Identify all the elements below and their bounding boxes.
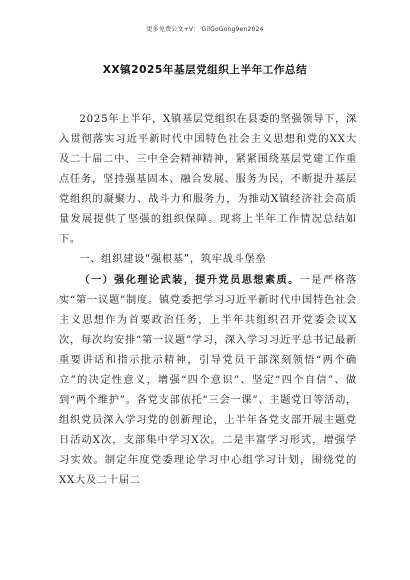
section-heading: 一、组织建设“强根基”，筑牢战斗堡垒 xyxy=(79,254,267,265)
document-title: XX镇2025年基层党组织上半年工作总结 xyxy=(102,64,308,76)
subsection-heading: （一）强化理论武装，提升党员思想素质。 xyxy=(79,274,300,286)
promo-note: 更多免费公文+V： GilGoGong9en2024 xyxy=(146,26,264,33)
document-body xyxy=(59,110,357,491)
intro-paragraph: 2025年上半年，X镇基层党组织在县委的坚强领导下，深入贯彻落实习近平新时代中国特色社会主义思想和党的XX大及二十届二中、三中全会精神精神，紧紧围绕基层党建工作重点任务，坚持强基固本、融合发展、服务为民，不断提升基层党组织的凝聚力、战斗力和服务力，为推动X镇经济社会高质量发展提供了坚强的组织保障。现将上半年工作情况总结如下。 xyxy=(59,114,357,245)
subsection-body: 一是严格落实“第一议题”制度。镇党委把学习习近平新时代中国特色社会主义思想作为首要政治任务，上半年共组织召开党委会议X次，每次均安排“第一议题”学习，深入学习习近平总书记最新重要讲话和指示批示精神，引导党员干部深刻领悟“两个确立”的决定性意义，增强“四个意识”、坚定“四个自信”、做到“两个维护”。各党支部依托“三会一课”、主题党日等活动，组织党员深入学习党的创新理论，上半年各党支部开展主题党日活动X次，支部集中学习X次。二是丰富学习形式，增强学习实效。制定年度党委理论学习中心组学习计划，围绕党的XX大及二十届二 xyxy=(59,275,358,486)
subsection-paragraph xyxy=(59,270,357,491)
